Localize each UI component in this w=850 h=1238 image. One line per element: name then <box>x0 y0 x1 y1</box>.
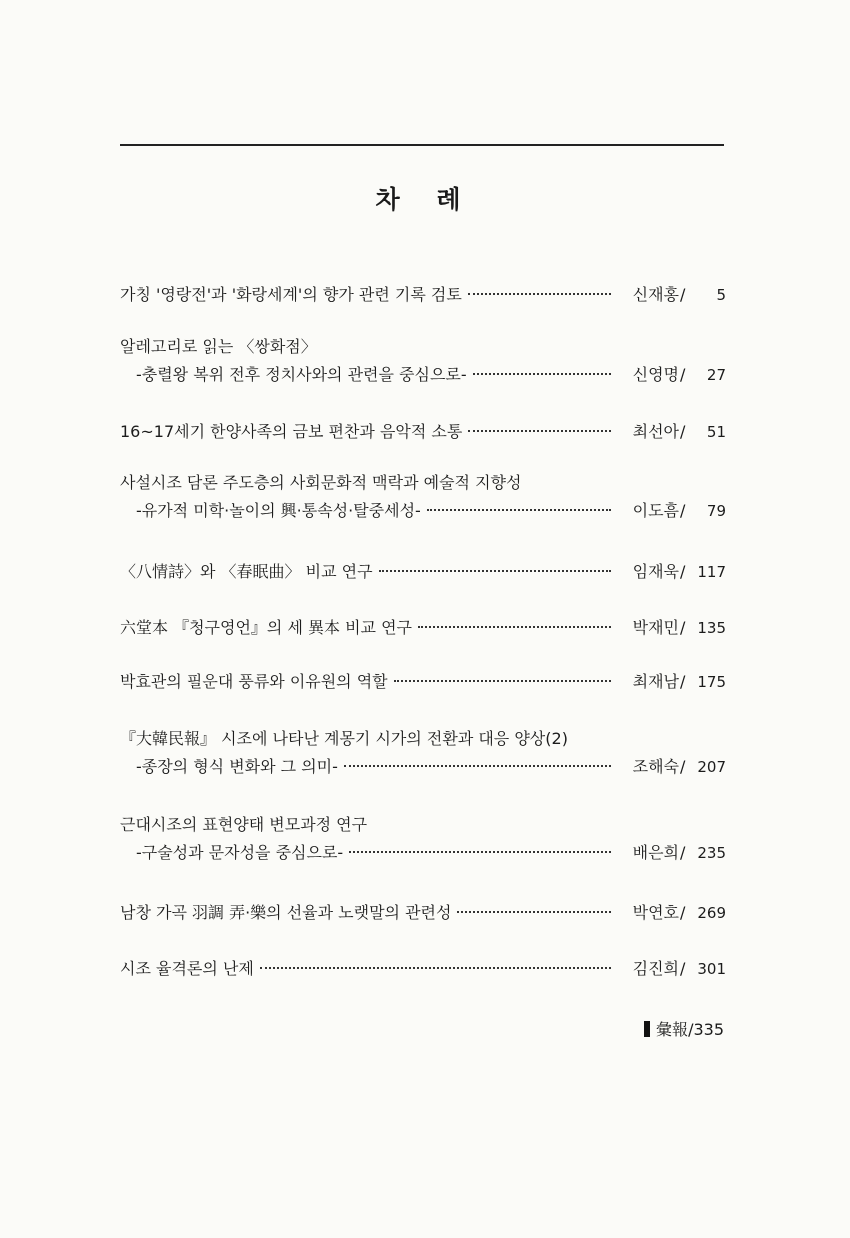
page-title: 차 례 <box>375 185 475 214</box>
dot-leader <box>349 851 611 853</box>
entry-title: 시조 율격론의 난제 <box>120 959 254 978</box>
entry-author: 박연호 <box>632 903 679 922</box>
entry-page: 79 <box>706 502 726 520</box>
entry-page: 207 <box>697 758 726 776</box>
toc-entry: 알레고리로 읽는 〈쌍화점〉 -충렬왕 복위 전후 정치사와의 관련을 중심으로- 신영명 / 27 <box>120 333 726 389</box>
entry-author: 김진희 <box>632 959 679 978</box>
dot-leader <box>344 765 611 767</box>
entry-page: 235 <box>697 844 726 862</box>
entry-author: 신영명 <box>632 365 679 384</box>
entry-author: 박재민 <box>632 618 679 637</box>
entry-page: 5 <box>716 286 726 304</box>
entry-title: 『大韓民報』 시조에 나타난 계몽기 시가의 전환과 대응 양상(2) <box>120 729 568 748</box>
top-rule <box>120 144 724 146</box>
bulletin-entry: 彙報/335 <box>600 1016 724 1044</box>
toc-entry: 六堂本 『청구영언』의 세 異本 비교 연구 박재민 / 135 <box>120 614 726 642</box>
entry-title: 알레고리로 읽는 〈쌍화점〉 <box>120 337 317 356</box>
entry-page: 175 <box>697 673 726 691</box>
toc-entry: 박효관의 필운대 풍류와 이유원의 역할 최재남 / 175 <box>120 668 726 696</box>
entry-page: 51 <box>706 423 726 441</box>
entry-author: 최선아 <box>632 422 679 441</box>
toc-entry: 〈八情詩〉와 〈春眠曲〉 비교 연구 임재욱 / 117 <box>120 558 726 586</box>
entry-page: 117 <box>697 563 726 581</box>
dot-leader <box>260 967 611 969</box>
entry-page: 301 <box>697 960 726 978</box>
entry-subtitle: -종장의 형식 변화와 그 의미- <box>136 757 338 776</box>
entry-title: 가칭 '영랑전'과 '화랑세계'의 향가 관련 기록 검토 <box>120 285 462 304</box>
entry-title: 16~17세기 한양사족의 금보 편찬과 음악적 소통 <box>120 422 463 441</box>
toc-entry: 사설시조 담론 주도층의 사회문화적 맥락과 예술적 지향성 -유가적 미학·놀이의 興·통속성·탈중세성- 이도흠 / 79 <box>120 469 726 525</box>
entry-author: 신재홍 <box>632 285 679 304</box>
toc-entry: 근대시조의 표현양태 변모과정 연구 -구술성과 문자성을 중심으로- 배은희 / 235 <box>120 811 726 867</box>
entry-page: 27 <box>706 366 726 384</box>
entry-subtitle: -구술성과 문자성을 중심으로- <box>136 843 344 862</box>
dot-leader <box>427 509 611 511</box>
entry-author: 최재남 <box>632 672 679 691</box>
entry-title: 박효관의 필운대 풍류와 이유원의 역할 <box>120 672 388 691</box>
toc-entry: 가칭 '영랑전'과 '화랑세계'의 향가 관련 기록 검토 신재홍 / 5 <box>120 281 726 309</box>
entry-page: 135 <box>697 619 726 637</box>
dot-leader <box>457 911 611 913</box>
toc-entry: 16~17세기 한양사족의 금보 편찬과 음악적 소통 최선아 / 51 <box>120 418 726 446</box>
entry-author: 임재욱 <box>632 562 679 581</box>
entry-author: 이도흠 <box>632 501 679 520</box>
square-bullet-icon <box>644 1021 650 1037</box>
entry-title: 六堂本 『청구영언』의 세 異本 비교 연구 <box>120 618 412 637</box>
entry-author: 배은희 <box>632 843 679 862</box>
entry-title: 남창 가곡 羽調 弄·樂의 선율과 노랫말의 관련성 <box>120 903 452 922</box>
entry-subtitle: -충렬왕 복위 전후 정치사와의 관련을 중심으로- <box>136 365 467 384</box>
bulletin-label: 彙報 <box>656 1020 689 1039</box>
entry-author: 조해숙 <box>632 757 679 776</box>
toc-entry: 남창 가곡 羽調 弄·樂의 선율과 노랫말의 관련성 박연호 / 269 <box>120 899 726 927</box>
dot-leader <box>468 293 611 295</box>
dot-leader <box>468 430 611 432</box>
entry-subtitle: -유가적 미학·놀이의 興·통속성·탈중세성- <box>136 501 421 520</box>
dot-leader <box>394 680 611 682</box>
entry-title: 근대시조의 표현양태 변모과정 연구 <box>120 815 368 834</box>
dot-leader <box>418 626 611 628</box>
entry-page: 269 <box>697 904 726 922</box>
dot-leader <box>473 373 611 375</box>
toc-entry: 시조 율격론의 난제 김진희 / 301 <box>120 955 726 983</box>
dot-leader <box>379 570 611 572</box>
toc-entry: 『大韓民報』 시조에 나타난 계몽기 시가의 전환과 대응 양상(2) -종장의 형식 변화와 그 의미- 조해숙 / 207 <box>120 725 726 781</box>
bulletin-page: 335 <box>693 1020 724 1039</box>
entry-title: 사설시조 담론 주도층의 사회문화적 맥락과 예술적 지향성 <box>120 473 522 492</box>
entry-title: 〈八情詩〉와 〈春眠曲〉 비교 연구 <box>120 562 373 581</box>
